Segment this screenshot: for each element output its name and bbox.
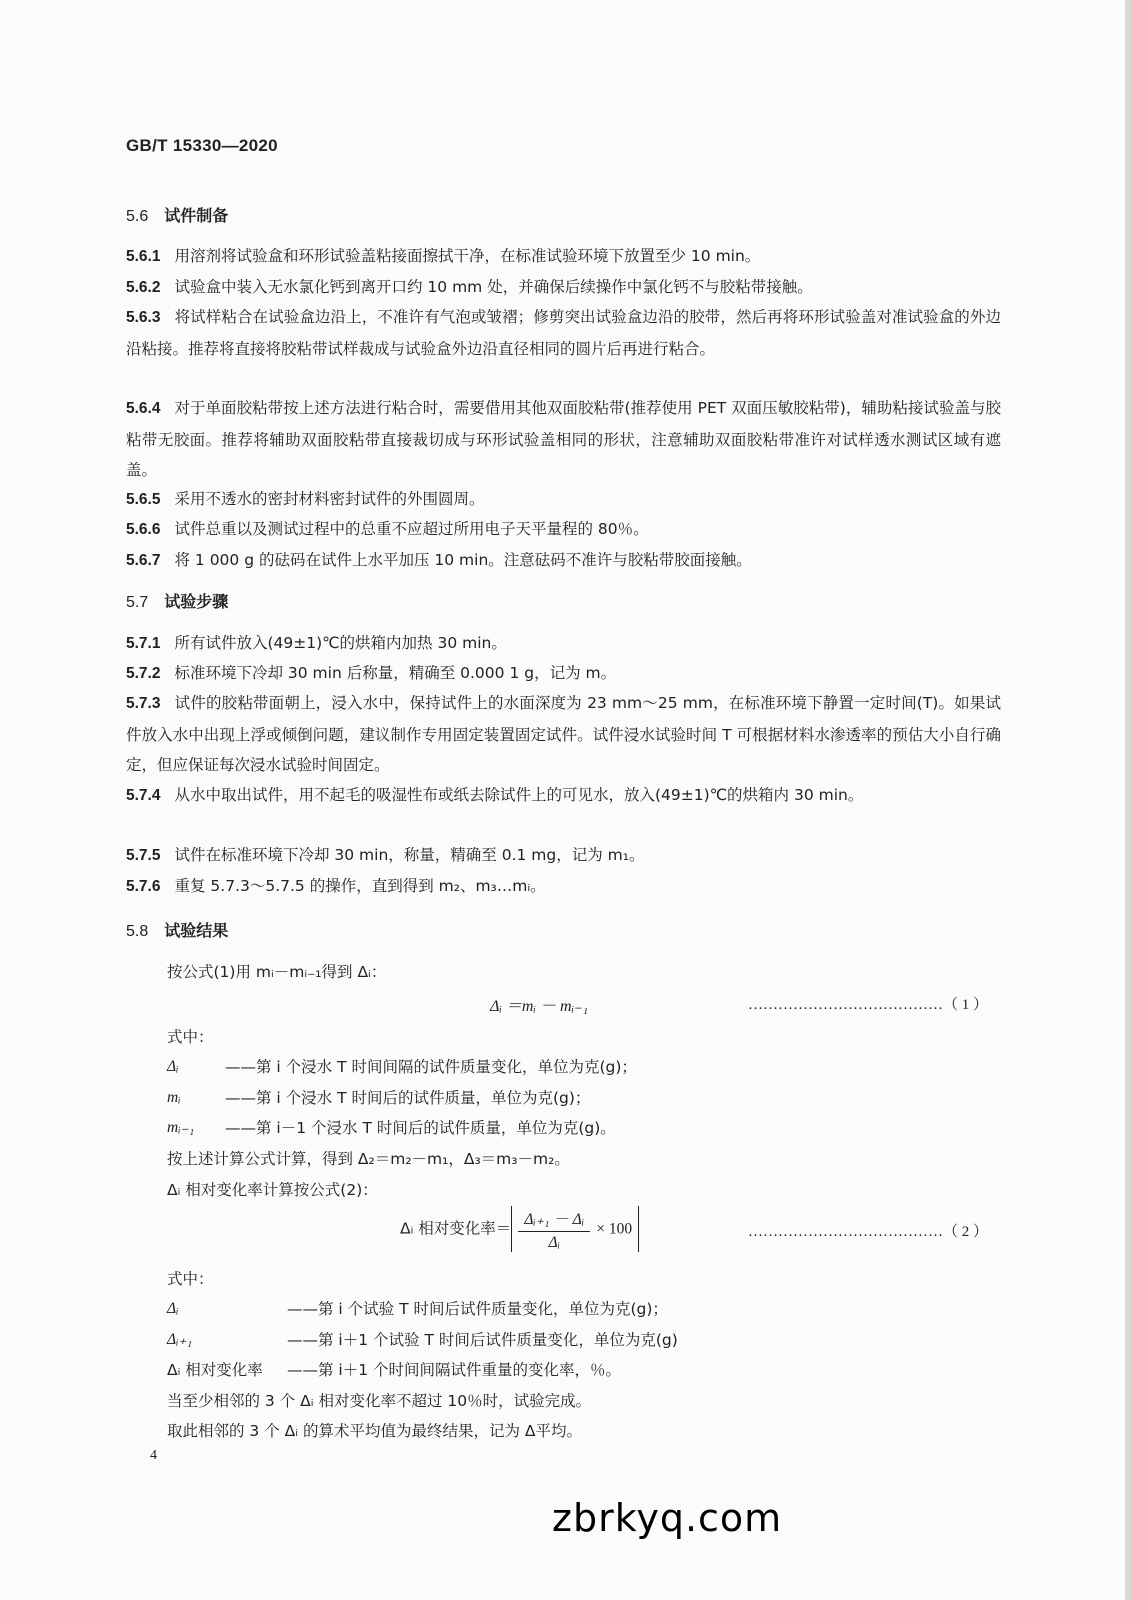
abs-bar-right bbox=[638, 1206, 639, 1252]
definition: ——第 i－1 个浸水 T 时间后的试件质量，单位为克(g)。 bbox=[225, 1119, 616, 1137]
clause-5-6-3 bbox=[126, 302, 1001, 364]
clause-text: 试件的胶粘带面朝上，浸入水中，保持试件上的水面深度为 23 mm～25 mm，在标准环境下静置一定时间(T)。如果试件放入水中出现上浮或倾倒问题，建议制作专用固定装置固定试件。试件浸水试验时间 T 可根据材料水渗透率的预估大小自行确定，但应保证每次浸水试验时间固定。 bbox=[126, 694, 1001, 774]
definition-row bbox=[167, 1325, 1007, 1356]
clause-text: 试件在标准环境下冷却 30 min，称量，精确至 0.1 mg，记为 m₁。 bbox=[174, 846, 645, 864]
standard-code: GB/T 15330—2020 bbox=[126, 136, 278, 155]
final-result-statement: 取此相邻的 3 个 Δᵢ 的算术平均值为最终结果，记为 Δ平均。 bbox=[167, 1422, 582, 1440]
clause-number: 5.6.3 bbox=[126, 309, 161, 326]
symbol: Δᵢ bbox=[167, 1058, 179, 1075]
definition-row bbox=[167, 1083, 1007, 1114]
formula-2-number: …………………………………（ 2 ） bbox=[748, 1224, 989, 1240]
calculation-line: 按上述计算公式计算，得到 Δ₂＝m₂－m₁，Δ₃＝m₃－m₂。 bbox=[167, 1150, 570, 1168]
abs-bar-left bbox=[511, 1206, 512, 1252]
section-heading: 试验步骤 bbox=[164, 592, 229, 611]
definition-row bbox=[167, 1052, 1007, 1083]
formula-2 bbox=[400, 1206, 639, 1252]
clause-number: 5.7.6 bbox=[126, 878, 161, 895]
clause-5-7-3 bbox=[126, 688, 1001, 781]
formula-2-intro: Δᵢ 相对变化率计算按公式(2)： bbox=[167, 1181, 378, 1199]
clause-text: 试验盒中装入无水氯化钙到离开口约 10 mm 处，并确保后续操作中氯化钙不与胶粘带接触。 bbox=[174, 278, 813, 296]
definition-row bbox=[167, 1355, 1007, 1386]
definition-list-1 bbox=[167, 1052, 1007, 1144]
formula-2-left: Δᵢ 相对变化率＝ bbox=[400, 1219, 512, 1238]
clause-number: 5.7.1 bbox=[126, 635, 161, 652]
section-5-7-title bbox=[126, 589, 228, 612]
clause-number: 5.6.6 bbox=[126, 521, 161, 538]
clause-number: 5.7.2 bbox=[126, 665, 161, 682]
clause-number: 5.7.5 bbox=[126, 847, 161, 864]
symbol: mᵢ bbox=[167, 1088, 181, 1106]
clause-number: 5.6.4 bbox=[126, 400, 161, 417]
section-5-6-title bbox=[126, 203, 228, 226]
watermark: zbrkyq.com bbox=[552, 1496, 783, 1540]
clause-text: 所有试件放入(49±1)℃的烘箱内加热 30 min。 bbox=[174, 634, 507, 652]
formula-1-intro: 按公式(1)用 mᵢ－mᵢ₋₁得到 Δᵢ： bbox=[167, 963, 387, 981]
section-number: 5.8 bbox=[126, 923, 149, 940]
where-label-2: 式中： bbox=[167, 1270, 214, 1288]
section-heading: 试件制备 bbox=[164, 206, 229, 225]
clause-number: 5.6.1 bbox=[126, 248, 161, 265]
formula-1: Δᵢ ＝mᵢ － mᵢ₋₁ bbox=[490, 998, 589, 1015]
clause-5-7-4 bbox=[126, 780, 1001, 812]
clause-5-6-1 bbox=[126, 241, 1001, 273]
section-number: 5.7 bbox=[126, 594, 149, 611]
clause-text: 用溶剂将试验盒和环形试验盖粘接面擦拭干净，在标准试验环境下放置至少 10 min。 bbox=[174, 247, 761, 265]
clause-number: 5.6.5 bbox=[126, 491, 161, 508]
definition: ——第 i＋1 个时间间隔试件重量的变化率，％。 bbox=[287, 1361, 622, 1379]
section-5-8-title bbox=[126, 918, 228, 941]
clause-number: 5.7.3 bbox=[126, 695, 161, 712]
symbol: Δᵢ bbox=[167, 1300, 179, 1317]
symbol: Δᵢ 相对变化率 bbox=[167, 1361, 263, 1379]
clause-text: 将 1 000 g 的砝码在试件上水平加压 10 min。注意砝码不准许与胶粘带胶面接触。 bbox=[174, 551, 752, 569]
definition: ——第 i 个浸水 T 时间间隔的试件质量变化，单位为克(g)； bbox=[225, 1058, 637, 1076]
symbol: Δᵢ₊₁ bbox=[167, 1330, 193, 1348]
formula-1-number: …………………………………（ 1 ） bbox=[748, 997, 989, 1013]
clause-number: 5.7.4 bbox=[126, 787, 161, 804]
clause-5-6-4 bbox=[126, 393, 1001, 486]
definition-row bbox=[167, 1113, 1007, 1144]
clause-5-7-6 bbox=[126, 871, 1001, 903]
symbol: mᵢ₋₁ bbox=[167, 1119, 195, 1136]
section-number: 5.6 bbox=[126, 208, 149, 225]
clause-text: 标准环境下冷却 30 min 后称量，精确至 0.000 1 g，记为 m。 bbox=[174, 664, 617, 682]
clause-text: 重复 5.7.3～5.7.5 的操作，直到得到 m₂、m₃…mᵢ。 bbox=[174, 877, 546, 895]
clause-5-6-5 bbox=[126, 484, 1001, 516]
page-number: 4 bbox=[150, 1448, 157, 1463]
clause-text: 将试样粘合在试验盒边沿上，不准许有气泡或皱褶；修剪突出试验盒边沿的胶带，然后再将环形试验盖对准试验盒的外边沿粘接。推荐将直接将胶粘带试样裁成与试验盒外边沿直径相同的圆片后再进行粘合。 bbox=[126, 308, 1001, 358]
clause-5-6-7 bbox=[126, 545, 1001, 577]
definition-row bbox=[167, 1294, 1007, 1325]
fraction bbox=[518, 1207, 590, 1252]
clause-5-7-1 bbox=[126, 628, 1001, 660]
clause-5-7-2 bbox=[126, 658, 1001, 690]
section-heading: 试验结果 bbox=[164, 921, 229, 940]
definition-list-2 bbox=[167, 1294, 1007, 1386]
definition: ——第 i 个试验 T 时间后试件质量变化，单位为克(g)； bbox=[287, 1300, 668, 1318]
fraction-numerator: Δᵢ₊₁ － Δᵢ bbox=[518, 1207, 590, 1232]
clause-text: 对于单面胶粘带按上述方法进行粘合时，需要借用其他双面胶粘带(推荐使用 PET 双面压敏胶粘带)，辅助粘接试验盖与胶粘带无胶面。推荐将辅助双面胶粘带直接裁切成与环形试验盖相同的形状，注意辅助双面胶粘带准许对试样透水测试区域有遮盖。 bbox=[126, 399, 1001, 479]
clause-text: 从水中取出试件，用不起毛的吸湿性布或纸去除试件上的可见水，放入(49±1)℃的烘箱内 30 min。 bbox=[174, 786, 864, 804]
definition: ——第 i 个浸水 T 时间后的试件质量，单位为克(g)； bbox=[225, 1088, 591, 1107]
clause-text: 试件总重以及测试过程中的总重不应超过所用电子天平量程的 80％。 bbox=[174, 520, 649, 538]
clause-number: 5.6.2 bbox=[126, 279, 161, 296]
completion-criterion: 当至少相邻的 3 个 Δᵢ 相对变化率不超过 10％时，试验完成。 bbox=[167, 1392, 592, 1410]
clause-5-6-6 bbox=[126, 514, 1001, 546]
clause-text: 采用不透水的密封材料密封试件的外围圆周。 bbox=[174, 490, 485, 508]
where-label-1: 式中： bbox=[167, 1028, 214, 1046]
formula-2-multiplier: × 100 bbox=[596, 1220, 633, 1238]
clause-5-6-2 bbox=[126, 272, 1001, 304]
fraction-denominator: Δᵢ bbox=[548, 1233, 561, 1251]
definition: ——第 i＋1 个试验 T 时间后试件质量变化，单位为克(g) bbox=[287, 1330, 678, 1349]
scan-edge bbox=[1125, 0, 1131, 1600]
clause-number: 5.6.7 bbox=[126, 552, 161, 569]
clause-5-7-5 bbox=[126, 840, 1001, 872]
